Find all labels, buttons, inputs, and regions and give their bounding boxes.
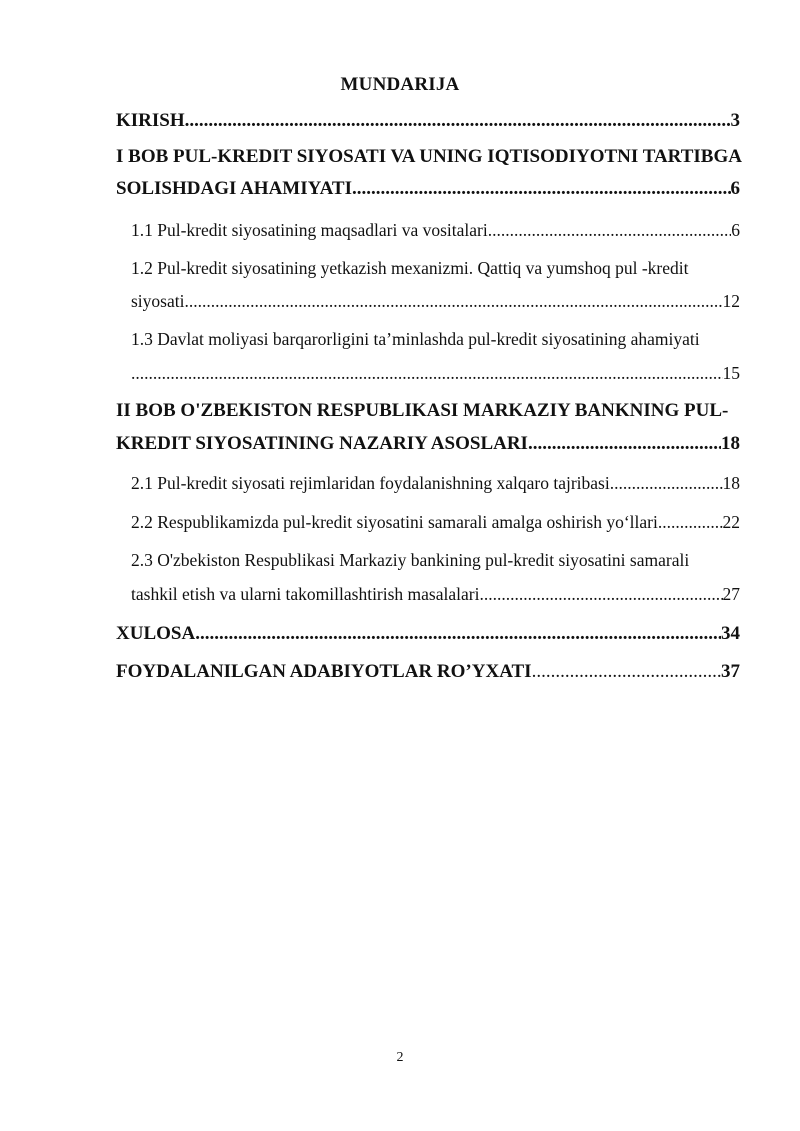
toc-leader-dots: [479, 584, 722, 605]
toc-entry-label: 1.1 Pul-kredit siyosatining maqsadlari va vositalari: [131, 220, 488, 240]
page-number: 2: [396, 1050, 404, 1065]
toc-entry-page: 12: [722, 291, 740, 311]
toc-leader-dots: [658, 512, 723, 533]
toc-entry-label: tashkil etish va ularni takomillashtirish masalalari: [131, 584, 480, 604]
toc-leader-dots: [352, 178, 731, 200]
toc-entry-label: KIRISH: [116, 110, 185, 131]
toc-entry-page: 37: [721, 661, 740, 682]
toc-entry-2-3-line1[interactable]: 2.3 O'zbekiston Respublikasi Markaziy bankining pul-kredit siyosatini samarali: [131, 550, 690, 570]
toc-entry-1-3[interactable]: [131, 360, 740, 384]
toc-entry-1-2-line1[interactable]: 1.2 Pul-kredit siyosatining yetkazish mexanizmi. Qattiq va yumshoq pul -kredit: [131, 258, 689, 278]
toc-entry-page: 15: [722, 363, 740, 383]
toc-entry-page: 27: [722, 584, 740, 604]
toc-entry-page: 34: [721, 623, 740, 644]
toc-leader-dots: [610, 473, 723, 494]
toc-entry-adabiyotlar[interactable]: [116, 659, 740, 683]
toc-leader-dots: [488, 220, 732, 241]
toc-leader-dots: [184, 291, 722, 312]
toc-entry-label: KREDIT SIYOSATINING NAZARIY ASOSLARI: [116, 433, 528, 454]
toc-entry-label: XULOSA: [116, 623, 196, 644]
toc-entry-page: 18: [722, 473, 740, 493]
toc-title: MUNDARIJA: [340, 74, 460, 95]
toc-leader-dots: [195, 623, 721, 645]
toc-leader-dots: [185, 110, 731, 132]
toc-entry-bob1[interactable]: [116, 176, 740, 200]
toc-entry-1-1[interactable]: [131, 217, 740, 241]
toc-entry-page: 6: [731, 220, 740, 240]
toc-entry-label: FOYDALANILGAN ADABIYOTLAR RO’YXATI: [116, 661, 532, 682]
toc-entry-1-2[interactable]: [131, 288, 740, 312]
toc-entry-label: siyosati: [131, 291, 185, 311]
toc-leader-dots: [131, 363, 723, 384]
toc-entry-kirish[interactable]: [116, 108, 740, 132]
toc-entry-page: 6: [730, 178, 740, 199]
toc-entry-bob2-line1[interactable]: II BOB O'ZBEKISTON RESPUBLIKASI MARKAZIY BANKNING PUL-: [116, 400, 729, 421]
toc-entry-label: 2.1 Pul-kredit siyosati rejimlaridan foydalanishning xalqaro tajribasi: [131, 473, 610, 493]
toc-entry-page: 18: [721, 433, 740, 454]
toc-entry-bob1-line1[interactable]: I BOB PUL-KREDIT SIYOSATI VA UNING IQTISODIYOTNI TARTIBGA: [116, 146, 742, 167]
toc-leader-dots: [532, 661, 721, 683]
toc-entry-2-1[interactable]: [131, 470, 740, 494]
toc-leader-dots: [528, 433, 721, 455]
toc-entry-2-2[interactable]: [131, 509, 740, 533]
toc-entry-2-3[interactable]: [131, 581, 740, 605]
toc-entry-label: 2.2 Respublikamizda pul-kredit siyosatini samarali amalga oshirish yo‘llari: [131, 512, 658, 532]
toc-entry-bob2[interactable]: [116, 431, 740, 455]
toc-entry-xulosa[interactable]: [116, 621, 740, 645]
toc-entry-1-3-line1[interactable]: 1.3 Davlat moliyasi barqarorligini ta’minlashda pul-kredit siyosatining ahamiyati: [131, 329, 700, 349]
toc-entry-page: 22: [722, 512, 740, 532]
toc-entry-label: SOLISHDAGI AHAMIYATI: [116, 178, 352, 199]
toc-entry-page: 3: [730, 110, 740, 131]
